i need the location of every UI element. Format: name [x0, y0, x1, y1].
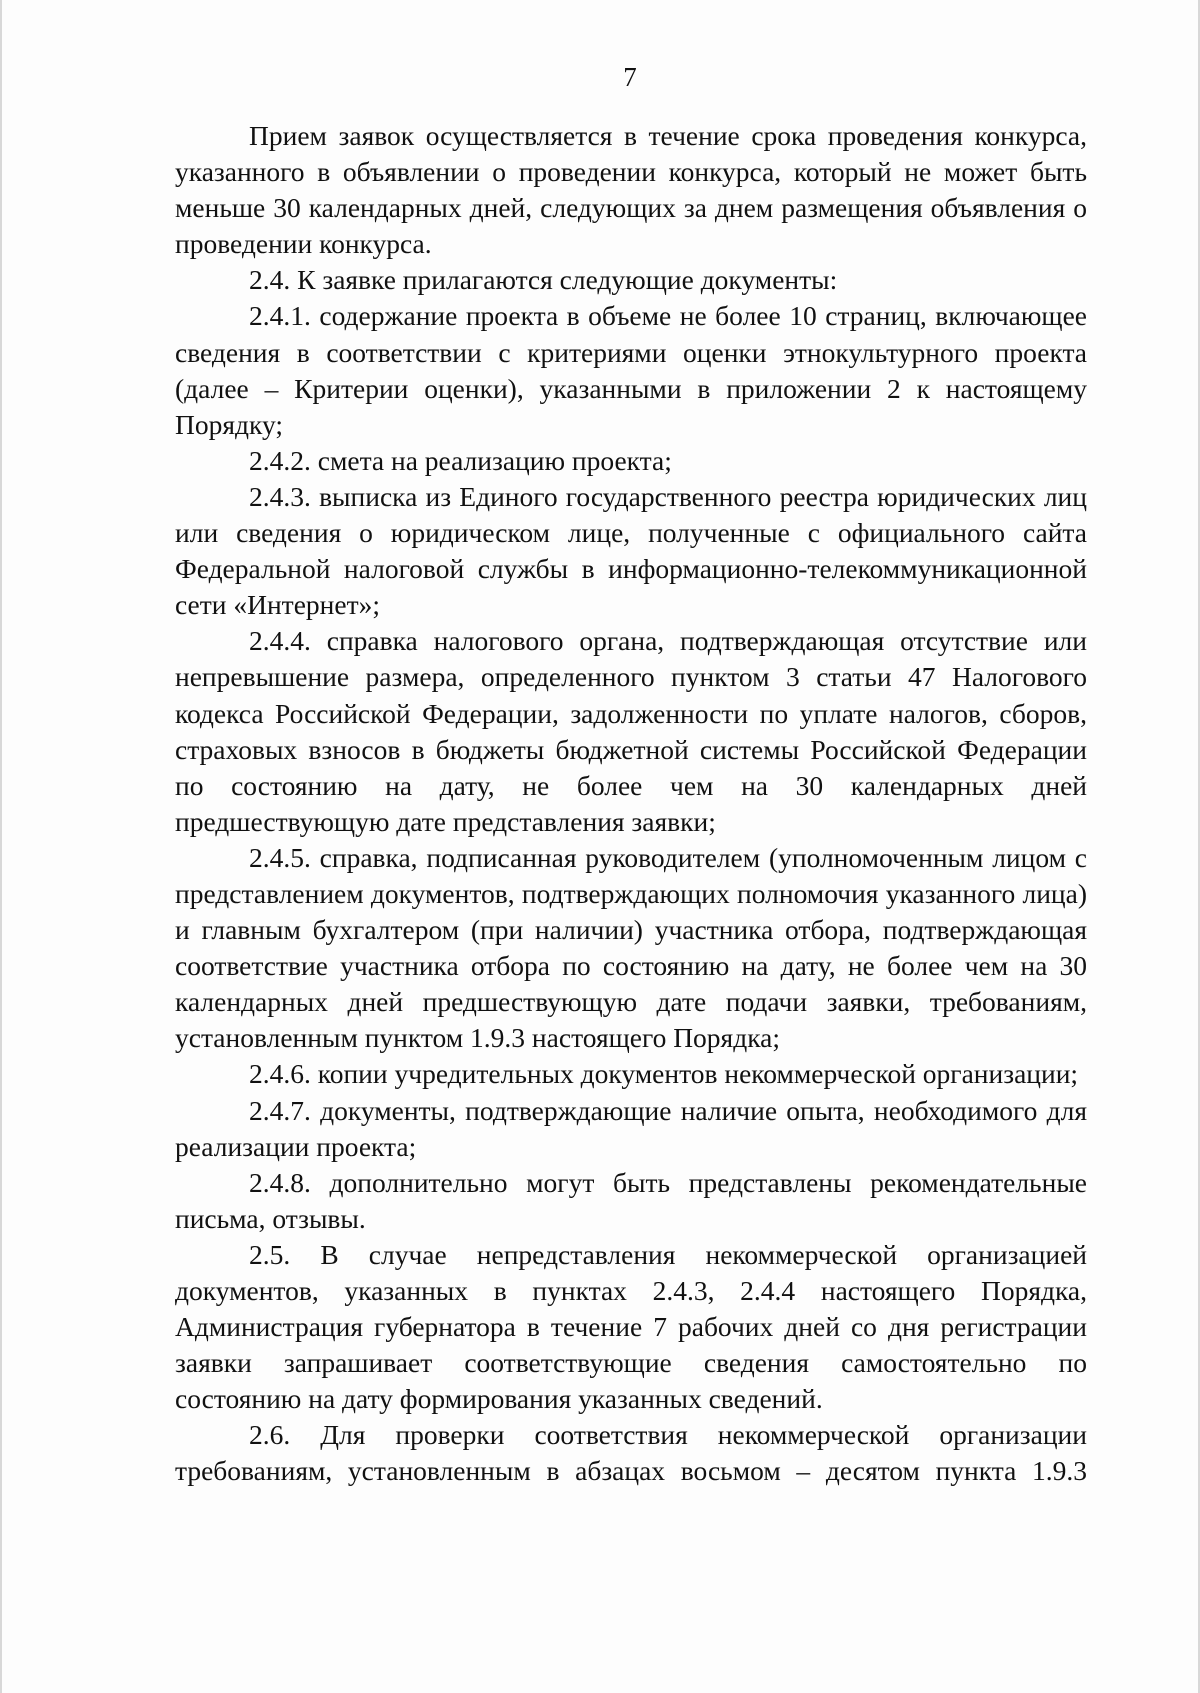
document-body — [175, 118, 1087, 1490]
paragraph-2-6: 2.6. Для проверки соответствия некоммерческой организации требованиям, установленным в абзацах восьмом – десятом пункта 1.9.3 — [175, 1419, 1087, 1487]
paragraph-2-4: 2.4. К заявке прилагаются следующие документы: — [249, 264, 838, 296]
paragraph-2-4-8: 2.4.8. дополнительно могут быть представлены рекомендательные письма, отзывы. — [175, 1166, 1087, 1234]
paragraph-2-4-6: 2.4.6. копии учредительных документов некоммерческой организации; — [249, 1058, 1079, 1090]
paragraph-2-4-2: 2.4.2. смета на реализацию проекта; — [249, 444, 672, 476]
paragraph-intake-period: Прием заявок осуществляется в течение срока проведения конкурса, указанного в объявлении о проведении конкурса, который не может быть меньше 30 календарных дней, следующих за днем размещения объявления о проведении конкурса. — [175, 120, 1087, 260]
paragraph-2-4-1: 2.4.1. содержание проекта в объеме не более 10 страниц, включающее сведения в соответствии с критериями оценки этнокультурного проекта (далее – Критерии оценки), указанными в приложении 2 к настоящему Порядку; — [175, 300, 1087, 440]
page-number: 7 — [623, 62, 637, 92]
paragraph-2-4-3: 2.4.3. выписка из Единого государственного реестра юридических лиц или сведения о юридическом лице, полученные с официального сайта Федеральной налоговой службы в информационно-телекоммуникационной сети «Интернет»; — [175, 480, 1087, 621]
paragraph-2-5: 2.5. В случае непредставления некоммерческой организацией документов, указанных в пунктах 2.4.3, 2.4.4 настоящего Порядка, Администрация губернатора в течение 7 рабочих дней со дня регистрации заявки запрашивает соответствующие сведения самостоятельно по состоянию на дату формирования указанных сведений. — [175, 1238, 1087, 1415]
paragraph-2-4-4: 2.4.4. справка налогового органа, подтверждающая отсутствие или непревышение размера, определенного пунктом 3 статьи 47 Налогового кодекса Российской Федерации, задолженности по уплате налогов, сборов, страховых взносов в бюджеты бюджетной системы Российской Федерации по состоянию на дату, не более чем на 30 календарных дней предшествующую дате представления заявки; — [175, 625, 1087, 837]
paragraph-2-4-5: 2.4.5. справка, подписанная руководителем (уполномоченным лицом с представлением документов, подтверждающих полномочия указанного лица) и главным бухгалтером (при наличии) участника отбора, подтверждающая соответствие участника отбора по состоянию на дату, не более чем на 30 календарных дней предшествующую дате подачи заявки, требованиям, установленным пунктом 1.9.3 настоящего Порядка; — [175, 841, 1087, 1054]
paragraph-2-4-7: 2.4.7. документы, подтверждающие наличие опыта, необходимого для реализации проекта; — [175, 1094, 1087, 1162]
